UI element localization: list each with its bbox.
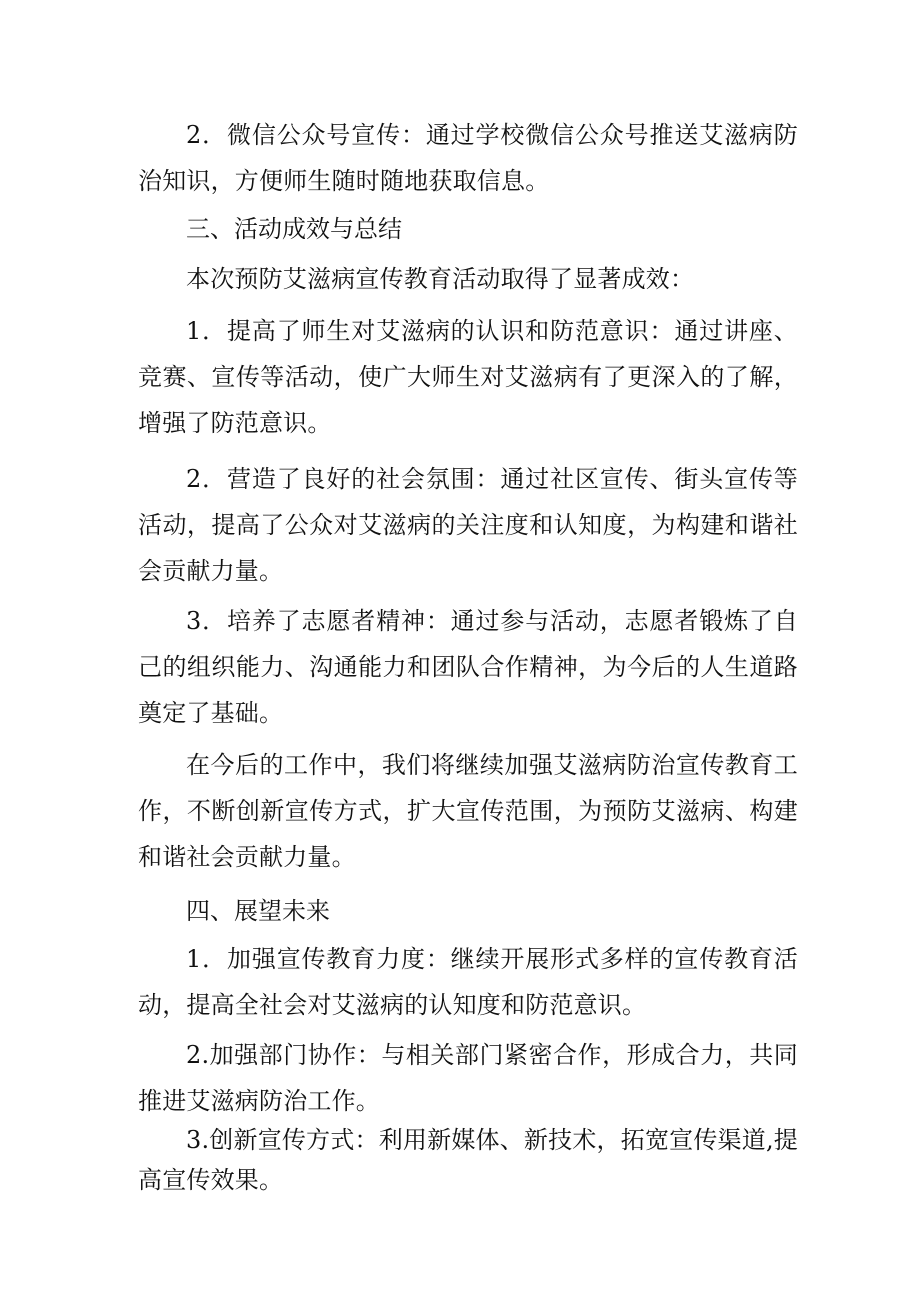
paragraph-result-volunteer-spirit: 3．培养了志愿者精神：通过参与活动，志愿者锻炼了自己的组织能力、沟通能力和团队合作精神，为今后的人生道路奠定了基础。 [138,607,798,727]
paragraph-wechat-publicity: 2．微信公众号宣传：通过学校微信公众号推送艾滋病防治知识，方便师生随时随地获取信息。 [138,121,798,195]
paragraph-result-awareness: 1．提高了师生对艾滋病的认识和防范意识：通过讲座、竞赛、宣传等活动，使广大师生对艾滋病有了更深入的了解，增强了防范意识。 [138,317,798,437]
paragraph-future-work: 在今后的工作中，我们将继续加强艾滋病防治宣传教育工作，不断创新宣传方式，扩大宣传范围，为预防艾滋病、构建和谐社会贡献力量。 [138,751,798,871]
paragraph-outlook-innovation: 3.创新宣传方式：利用新媒体、新技术，拓宽宣传渠道,提高宣传效果。 [138,1126,798,1194]
section-heading-results-summary: 三、活动成效与总结 [186,215,402,243]
paragraph-result-social-atmosphere: 2．营造了良好的社会氛围：通过社区宣传、街头宣传等活动，提高了公众对艾滋病的关注度和认知度，为构建和谐社会贡献力量。 [138,465,798,585]
paragraph-outlook-cooperation: 2.加强部门协作：与相关部门紧密合作，形成合力，共同推进艾滋病防治工作。 [138,1041,798,1115]
paragraph-outlook-education: 1．加强宣传教育力度：继续开展形式多样的宣传教育活动，提高全社会对艾滋病的认知度和防范意识。 [138,945,798,1019]
paragraph-results-intro: 本次预防艾滋病宣传教育活动取得了显著成效： [186,265,695,293]
section-heading-outlook: 四、展望未来 [186,897,330,925]
